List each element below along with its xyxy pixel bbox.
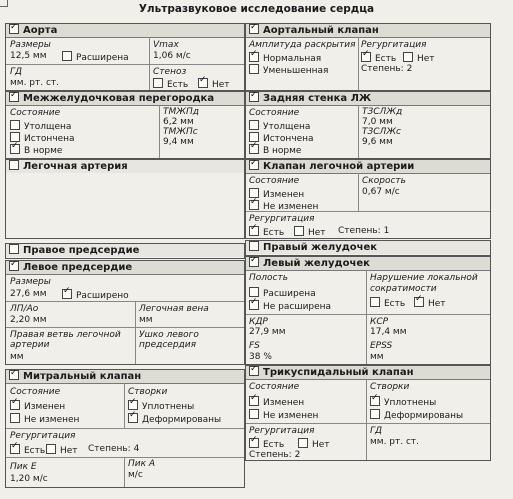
right-atrium-header: Правое предсердие xyxy=(6,244,244,257)
left-ventricle-section xyxy=(245,256,491,365)
posterior-wall-checkbox[interactable] xyxy=(249,92,259,102)
pv-speed-label: Скорость xyxy=(362,176,406,186)
aorta-gd-label: ГД xyxy=(10,67,23,77)
posterior-thickened[interactable]: Утолщена xyxy=(249,120,310,132)
pv-not-changed[interactable]: ✓Не изменен xyxy=(249,200,318,212)
aorta-section xyxy=(5,23,245,91)
mitral-regurg-no[interactable]: Нет xyxy=(46,444,78,456)
posterior-thinned[interactable]: Истончена xyxy=(249,132,314,144)
la-rpla-label-2: артерии xyxy=(10,340,50,350)
lv-local-no[interactable]: ✓ Нет xyxy=(414,297,446,309)
mitral-checkbox[interactable] xyxy=(9,370,19,380)
page-title: Ультразвуковое исследование сердца xyxy=(138,3,375,15)
aorta-vmax-label: Vmax xyxy=(153,40,179,50)
tricuspid-header: ✓Трикуспидальный клапан xyxy=(246,366,490,380)
aortic-regurg-degree: Степень: 2 xyxy=(361,64,413,74)
la-lpao-value: 2,20 мм xyxy=(10,315,47,325)
left-ventricle-header: ✓Левый желудочек xyxy=(246,257,490,271)
aorta-checkbox[interactable] xyxy=(9,24,19,34)
mitral-leaflets-label: Створки xyxy=(128,387,168,397)
posterior-state-label: Состояние xyxy=(249,108,300,118)
la-lpao-label: ЛП/Ао xyxy=(10,304,39,314)
pv-regurg-no[interactable]: Нет xyxy=(294,226,326,238)
aortic-valve-checkbox[interactable] xyxy=(249,24,259,34)
la-enlarged-option[interactable]: ✓ Расширено xyxy=(62,289,129,301)
right-ventricle-header: Правый желудочек xyxy=(246,241,490,254)
septum-header: ✓Межжелудочковая перегородка xyxy=(6,92,244,106)
aortic-amp-reduced[interactable]: Уменьшенная xyxy=(249,64,328,76)
posterior-wall-header: ✓Задняя стенка ЛЖ xyxy=(246,92,490,106)
posterior-tszlzhd-label: ТЗСЛЖд xyxy=(362,107,403,117)
tricuspid-gd-label: ГД xyxy=(370,426,383,436)
mitral-regurg-yes[interactable]: ✓Есть xyxy=(10,444,45,456)
tricuspid-sealed[interactable]: ✓Уплотнены xyxy=(370,396,436,408)
tricuspid-regurg-label: Регургитация xyxy=(249,426,315,436)
aortic-regurg-yes[interactable]: ✓Есть xyxy=(361,52,396,64)
lv-local-label-1: Нарушение локальной xyxy=(370,273,478,283)
lv-fs-value: 38 % xyxy=(249,352,272,362)
septum-thickened[interactable]: Утолщена xyxy=(10,120,71,132)
tricuspid-checkbox[interactable] xyxy=(249,366,259,376)
mitral-changed[interactable]: ✓Изменен xyxy=(10,400,65,412)
septum-normal[interactable]: ✓В норме xyxy=(10,144,62,156)
pv-regurg-degree: Степень: 1 xyxy=(338,226,390,236)
pv-changed[interactable]: Изменен xyxy=(249,188,304,200)
pulmonary-artery-header: Легочная артерия xyxy=(6,160,244,173)
aorta-stenosis-label: Стеноз xyxy=(153,67,187,77)
pulmonary-valve-section xyxy=(245,159,491,239)
pv-regurg-yes[interactable]: ✓Есть xyxy=(249,226,284,238)
lv-local-yes[interactable]: Есть xyxy=(370,297,405,309)
lv-ksr-value: 17,4 мм xyxy=(370,327,407,337)
posterior-tszlzhd-value: 7,0 мм xyxy=(362,117,393,127)
lv-fs-label: FS xyxy=(249,341,260,351)
mitral-state-label: Состояние xyxy=(10,387,61,397)
septum-tmzhpd-label: ТМЖПд xyxy=(163,107,199,117)
septum-tmzhpd-value: 6,2 мм xyxy=(163,117,194,127)
mitral-sealed[interactable]: ✓Уплотнены xyxy=(128,400,194,412)
la-rpla-value: мм xyxy=(10,352,24,362)
right-atrium-checkbox[interactable] xyxy=(9,244,19,254)
tricuspid-state-label: Состояние xyxy=(249,382,300,392)
aorta-sizes-value: 12,5 мм xyxy=(10,51,47,61)
posterior-tszlzhs-label: ТЗСЛЖс xyxy=(362,127,401,137)
mitral-peak-a-label: Пик A xyxy=(128,459,156,469)
left-ventricle-checkbox[interactable] xyxy=(249,257,259,267)
pulmonary-artery-checkbox[interactable] xyxy=(9,160,19,170)
la-lv-value: мм xyxy=(139,315,153,325)
pulmonary-artery-section xyxy=(5,159,245,239)
tricuspid-leaflets-label: Створки xyxy=(370,382,410,392)
aortic-amp-label: Амплитуда раскрытия xyxy=(249,40,356,50)
mitral-section xyxy=(5,369,245,488)
la-rpla-label-1: Правая ветвь легочной xyxy=(10,330,121,340)
right-ventricle-checkbox[interactable] xyxy=(249,241,259,251)
septum-thinned[interactable]: Истончена xyxy=(10,132,75,144)
aorta-stenosis-yes[interactable]: Есть xyxy=(153,78,188,90)
tricuspid-regurg-degree: Степень: 2 xyxy=(249,450,301,460)
lv-cavity-label: Полость xyxy=(249,273,289,283)
mitral-peak-a-value: м/с xyxy=(128,470,143,480)
tricuspid-regurg-no[interactable]: Нет xyxy=(298,438,330,450)
lv-ksr-label: КСР xyxy=(370,317,389,327)
la-sizes-label: Размеры xyxy=(10,277,51,287)
mitral-regurg-label: Регургитация xyxy=(10,431,76,441)
aorta-sizes-label: Размеры xyxy=(10,40,51,50)
aorta-gd-value: мм. рт. ст. xyxy=(10,78,60,88)
la-ear-label-1: Ушко левого xyxy=(139,330,199,340)
pulmonary-valve-checkbox[interactable] xyxy=(249,160,259,170)
aortic-regurg-no[interactable]: Нет xyxy=(403,52,435,64)
pv-speed-value: 0,67 м/с xyxy=(362,187,400,197)
aorta-vmax-value: 1,06 м/с xyxy=(153,51,191,61)
septum-tmzhps-value: 9,4 мм xyxy=(163,137,194,147)
tricuspid-section xyxy=(245,365,491,461)
left-atrium-header: ✓Левое предсердие xyxy=(6,261,244,275)
la-lv-label: Легочная вена xyxy=(139,304,209,314)
lv-epss-value: мм xyxy=(370,352,384,362)
mitral-not-changed[interactable]: Не изменен xyxy=(10,413,79,425)
right-atrium-section xyxy=(5,243,245,259)
aorta-header: ✓Аорта xyxy=(6,24,244,38)
tricuspid-gd-value: мм. рт. ст. xyxy=(370,437,420,447)
pv-regurg-label: Регургитация xyxy=(249,214,315,224)
lv-kdr-label: КДР xyxy=(249,317,268,327)
tricuspid-regurg-yes[interactable]: ✓Есть xyxy=(249,438,284,450)
tricuspid-not-changed[interactable]: Не изменен xyxy=(249,409,318,421)
tricuspid-changed[interactable]: ✓Изменен xyxy=(249,396,304,408)
pulmonary-valve-header: ✓ Клапан легочной артерии xyxy=(246,160,490,174)
posterior-wall-section xyxy=(245,91,491,159)
aortic-valve-section xyxy=(245,23,491,91)
mitral-header: ✓Митральный клапан xyxy=(6,370,244,384)
aortic-regurg-label: Регургитация xyxy=(361,40,427,50)
septum-state-label: Состояние xyxy=(10,108,61,118)
septum-section xyxy=(5,91,245,159)
septum-checkbox[interactable] xyxy=(9,92,19,102)
aorta-stenosis-no[interactable]: ✓ Нет xyxy=(198,78,230,90)
lv-kdr-value: 27,9 мм xyxy=(249,327,286,337)
left-atrium-checkbox[interactable] xyxy=(9,261,19,271)
lv-not-enlarged[interactable]: ✓Не расширена xyxy=(249,300,331,312)
septum-tmzhps-label: ТМЖПс xyxy=(163,127,198,137)
lv-enlarged[interactable]: Расширена xyxy=(249,287,316,299)
right-ventricle-section xyxy=(245,240,491,256)
tricuspid-deformed[interactable]: Деформированы xyxy=(370,409,463,421)
posterior-normal[interactable]: ✓В норме xyxy=(249,144,301,156)
left-atrium-section xyxy=(5,260,245,365)
mitral-regurg-degree: Степень: 4 xyxy=(88,444,140,454)
lv-local-label-2: сократимости xyxy=(370,284,437,294)
mitral-deformed[interactable]: ✓Деформированы xyxy=(128,413,221,425)
pv-state-label: Состояние xyxy=(249,176,300,186)
la-ear-label-2: предсердия xyxy=(139,340,197,350)
lv-epss-label: EPSS xyxy=(370,341,393,351)
mitral-peak-e-label: Пик E xyxy=(10,462,37,472)
mitral-peak-e-value: 1,20 м/с xyxy=(10,474,48,484)
aortic-valve-header: ✓Аортальный клапан xyxy=(246,24,490,38)
la-sizes-value: 27,6 мм xyxy=(10,289,47,299)
aortic-amp-normal[interactable]: ✓Нормальная xyxy=(249,52,321,64)
aorta-enlarged-option[interactable]: Расширена xyxy=(62,51,129,63)
posterior-tszlzhs-value: 9,6 мм xyxy=(362,137,393,147)
